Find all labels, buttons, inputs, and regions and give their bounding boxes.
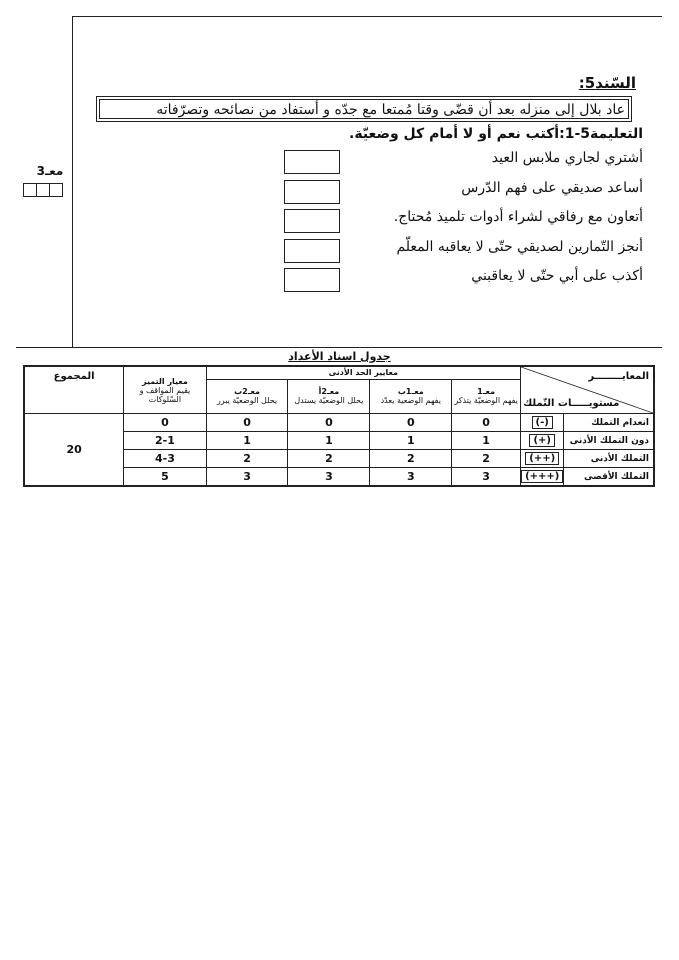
level-symbol: (-) [521, 414, 564, 432]
score-cell: 3 [206, 468, 288, 487]
excellence-cell: 0 [124, 414, 206, 432]
score-boxes [24, 183, 63, 197]
criterion-header-3 [288, 379, 370, 413]
score-cell: 1 [206, 432, 288, 450]
score-cell: 1 [370, 432, 452, 450]
score-cell: 0 [370, 414, 452, 432]
score-cell: 2 [206, 450, 288, 468]
score-cell: 3 [288, 468, 370, 487]
excellence-label: معيار التميز [142, 376, 188, 386]
level-symbol: (++) [521, 450, 564, 468]
score-box[interactable] [36, 183, 50, 197]
item-text: أكذب على أبي حتّى لا يعاقبني [471, 268, 643, 284]
score-cell: 3 [452, 468, 521, 487]
min-criteria-header: معايير الحد الأدنى [206, 366, 520, 379]
score-cell: 2 [288, 450, 370, 468]
criterion-header-1 [452, 379, 521, 413]
criterion-desc: يفهم الوضعية يعدّد [380, 396, 441, 406]
criterion-desc: يحلل الوضعيّة يبرر [216, 396, 278, 406]
excellence-cell: 4-3 [124, 450, 206, 468]
score-cell: 1 [288, 432, 370, 450]
criterion-header-4 [206, 379, 288, 413]
excellence-cell: 5 [124, 468, 206, 487]
answer-box[interactable] [284, 209, 340, 233]
document-title: السّند5: [578, 74, 636, 92]
excellence-desc: يقيم المواقف و السّلوكات [139, 385, 191, 404]
score-box[interactable] [49, 183, 63, 197]
level-name: انعدام التملك [564, 414, 654, 432]
score-cell: 3 [370, 468, 452, 487]
side-column-divider [72, 16, 73, 348]
score-cell: 1 [452, 432, 521, 450]
criteria-header: المعايــــــــر [588, 371, 649, 382]
total-header: المجموع [24, 366, 124, 414]
levels-header: مستويـــــات التّملك [523, 398, 620, 409]
answer-box[interactable] [284, 150, 340, 174]
score-cell: 0 [288, 414, 370, 432]
total-cell: 20 [24, 414, 124, 487]
level-symbol: (+) [521, 432, 564, 450]
table-title: جدول اسناد الأعداد [288, 350, 391, 363]
criterion-desc: يحلل الوضعيّة يستدل [294, 396, 364, 406]
level-name: التملك الأقصى [564, 468, 654, 487]
score-cell: 0 [452, 414, 521, 432]
score-box[interactable] [23, 183, 37, 197]
score-cell: 2 [452, 450, 521, 468]
section-rule [16, 347, 662, 348]
answer-box[interactable] [284, 239, 340, 263]
criterion-code: معـ2ب [234, 387, 260, 397]
criterion-code: معـ2أ [318, 387, 340, 397]
item-text: أساعد صديقي على فهم الدّرس [461, 180, 643, 196]
score-cell: 0 [206, 414, 288, 432]
criterion-header-2 [370, 379, 452, 413]
table-row [24, 414, 654, 432]
excellence-cell: 2-1 [124, 432, 206, 450]
criterion-desc: يفهم الوضعيّة يتذكر [454, 396, 518, 406]
top-rule [72, 16, 662, 17]
item-text: أشتري لجاري ملابس العيد [491, 150, 643, 166]
score-cell: 2 [370, 450, 452, 468]
answer-box[interactable] [284, 268, 340, 292]
answer-box[interactable] [284, 180, 340, 204]
item-text: أتعاون مع رفاقي لشراء أدوات تلميذ مُحتاج. [393, 209, 643, 225]
criterion-code: معـ1 [477, 387, 496, 397]
level-name: دون التملك الأدنى [564, 432, 654, 450]
instruction: التعليمة5-1:أكتب نعم أو لا أمام كل وضعيّة. [349, 126, 643, 142]
criteria-levels-header [521, 366, 654, 414]
level-name: التملك الأدنى [564, 450, 654, 468]
criterion-code: معـ1ب [397, 387, 424, 397]
item-text: أنجز التّمارين لصديقي حتّى لا يعاقبه المعلّم [396, 239, 643, 255]
criterion-score-label: معـ3 [36, 164, 64, 178]
excellence-header [124, 366, 206, 414]
document-text: عاد بلال إلى منزله بعد أن قضّى وقتا مُمتعا مع جدّه و أستفاد من نصائحه وتصرّفاته [156, 102, 625, 118]
level-symbol: (+++) [521, 468, 564, 487]
document-text-box [96, 96, 632, 122]
grading-table [23, 365, 655, 487]
